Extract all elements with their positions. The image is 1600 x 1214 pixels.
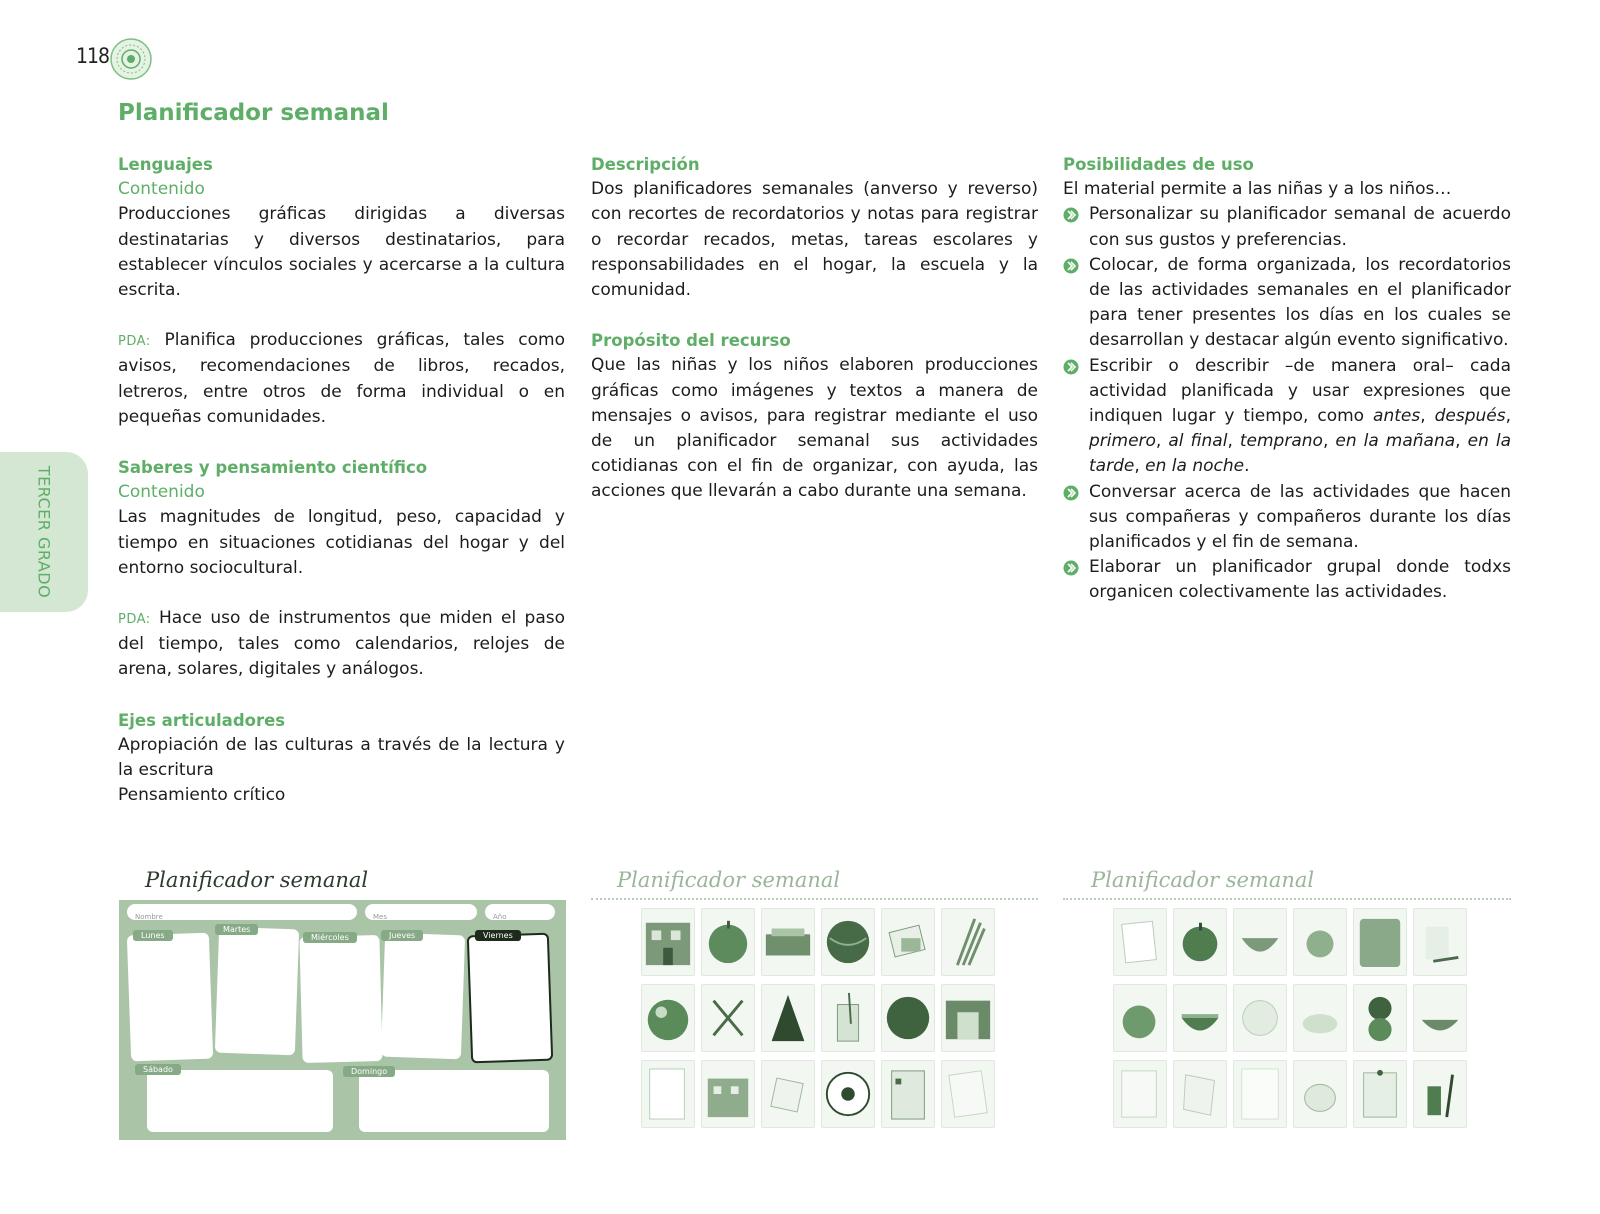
grade-side-tab (0, 452, 88, 612)
posibilidades-heading: Posibilidades de uso (1063, 155, 1254, 174)
saberes-pda-text: Hace uso de instrumentos que miden el paso del tiempo, tales como calendarios, relojes de arena, solares, digitales y análogos. (118, 608, 565, 680)
rosette-icon (110, 38, 152, 80)
stickers-a-thumb-title: Planificador semanal (617, 868, 841, 892)
sticker-school (641, 908, 695, 976)
arrow-bullet-icon (1063, 359, 1079, 375)
sticker-sign (761, 908, 815, 976)
stickers-b-thumb-title: Planificador semanal (1091, 868, 1315, 892)
ejes-line-1: Apropiación de las culturas a través de la lectura y la escritura (118, 734, 565, 781)
sticker-ball (821, 908, 875, 976)
sticker-pinned-note (1113, 908, 1167, 976)
sticker-glossy-ball (641, 984, 695, 1052)
grade-label: TERCER GRADO (34, 465, 54, 599)
sticker-card (1353, 908, 1407, 976)
sticker-apple (1173, 908, 1227, 976)
sticker-apple (701, 908, 755, 976)
sticker-toothbrush (1413, 908, 1467, 976)
uses-list (1063, 202, 1511, 605)
proposito-heading: Propósito del recurso (591, 331, 791, 351)
page-title: Planificador semanal (118, 100, 389, 126)
saberes-subheading: Contenido (118, 482, 205, 503)
sticker-sheet (941, 1060, 995, 1128)
sticker-peach (1113, 984, 1167, 1052)
list-item: Elaborar un planificador grupal donde todxs organicen colectivamente las actividades. (1063, 555, 1511, 605)
pda-label: PDA: (118, 612, 151, 628)
sticker-stacked-bowls (1353, 984, 1407, 1052)
posibilidades-intro: El material permite a las niñas y a los niños… (1063, 179, 1452, 200)
descripcion-text: Dos planificadores semanales (anverso y reverso) con recortes de recordatorios y notas para registrar o recordar recados, metas, tareas escolares y responsabilidades en el hogar, la escuela y la comunidad. (591, 179, 1038, 301)
sticker-pencils (941, 908, 995, 976)
arrow-bullet-icon (1063, 207, 1079, 223)
sticker-scissors (701, 984, 755, 1052)
sticker-pinned-card (1353, 1060, 1407, 1128)
sticker-salad (1293, 984, 1347, 1052)
sticker-gate (941, 984, 995, 1052)
arrow-bullet-icon (1063, 485, 1079, 501)
planner-thumb-title: Planificador semanal (145, 868, 369, 892)
sticker-soup (1173, 984, 1227, 1052)
list-item: Colocar, de forma organizada, los recordatorios de las actividades semanales en el planificador para tener presentes los días en los cuales se desarrollan y destacar algún evento significativo. (1063, 253, 1511, 354)
page-number: 118 (76, 44, 110, 68)
list-item: Conversar acerca de las actividades que hacen sus compañeras y compañeros durante los días planificados y el fin de semana. (1063, 480, 1511, 556)
lenguajes-heading: Lenguajes (118, 155, 213, 174)
ejes-line-2: Pensamiento crítico (118, 785, 286, 806)
descripcion-heading: Descripción (591, 155, 700, 174)
saberes-pda (118, 606, 565, 683)
stickers-a-grid (641, 908, 995, 1128)
list-item: Escribir o describir –de manera oral– cada actividad planificada y usar expresiones que indiquen lugar y tiempo, como antes, después, primero, al final, temprano, en la mañana, en la tarde, en la noche. (1063, 354, 1511, 480)
lenguajes-subheading: Contenido (118, 179, 205, 200)
sticker-plate (1233, 984, 1287, 1052)
lenguajes-pda (118, 328, 565, 430)
sticker-building (701, 1060, 755, 1128)
dotted-divider (591, 898, 1038, 900)
planner-thumbnail: Nombre Mes Año Lunes Martes Miércoles Jueves Viernes Sábado Domingo (119, 900, 566, 1140)
stickers-b-grid (1113, 908, 1467, 1128)
column-description (591, 152, 1038, 505)
sticker-orange (1293, 908, 1347, 976)
arrow-bullet-icon (1063, 560, 1079, 576)
column-uses (1063, 152, 1511, 606)
column-curriculum (118, 152, 565, 808)
sticker-bowl (1233, 908, 1287, 976)
sticker-fridge (881, 1060, 935, 1128)
pda-label: PDA: (118, 334, 151, 350)
sticker-lemon (1293, 1060, 1347, 1128)
sticker-torn-paper (1113, 1060, 1167, 1128)
dotted-divider (1063, 898, 1511, 900)
sticker-paper (641, 1060, 695, 1128)
sticker-basketball (881, 984, 935, 1052)
sticker-glass (821, 984, 875, 1052)
saberes-heading: Saberes y pensamiento científico (118, 458, 428, 478)
sticker-party-hat (761, 984, 815, 1052)
lenguajes-content: Producciones gráficas dirigidas a diversas destinatarias y diversos destinatarios, para establecer vínculos sociales y acercarse a la cultura escrita. (118, 204, 565, 301)
sticker-soccer-ball (821, 1060, 875, 1128)
arrow-bullet-icon (1063, 258, 1079, 274)
lenguajes-pda-text: Planifica producciones gráficas, tales como avisos, recomendaciones de libros, recados, letreros, entre otros de forma individual o en pequeñas comunidades. (118, 330, 566, 427)
proposito-text: Que las niñas y los niños elaboren producciones gráficas como imágenes y textos a manera de mensajes o avisos, para registrar mediante el uso de un planificador semanal sus actividades cotidianas con el fin de organizar, con ayuda, las acciones que llevarán a cabo durante una semana. (591, 355, 1038, 502)
list-item: Personalizar su planificador semanal de acuerdo con sus gustos y preferencias. (1063, 202, 1511, 252)
sticker-folded-paper (1173, 1060, 1227, 1128)
ejes-heading: Ejes articuladores (118, 710, 286, 730)
sticker-note (881, 908, 935, 976)
sticker-notes (761, 1060, 815, 1128)
sticker-fruit-bowl (1413, 984, 1467, 1052)
sticker-toothpaste (1413, 1060, 1467, 1128)
sticker-blank-note (1233, 1060, 1287, 1128)
saberes-content: Las magnitudes de longitud, peso, capacidad y tiempo en situaciones cotidianas del hogar y del entorno sociocultural. (118, 507, 565, 578)
